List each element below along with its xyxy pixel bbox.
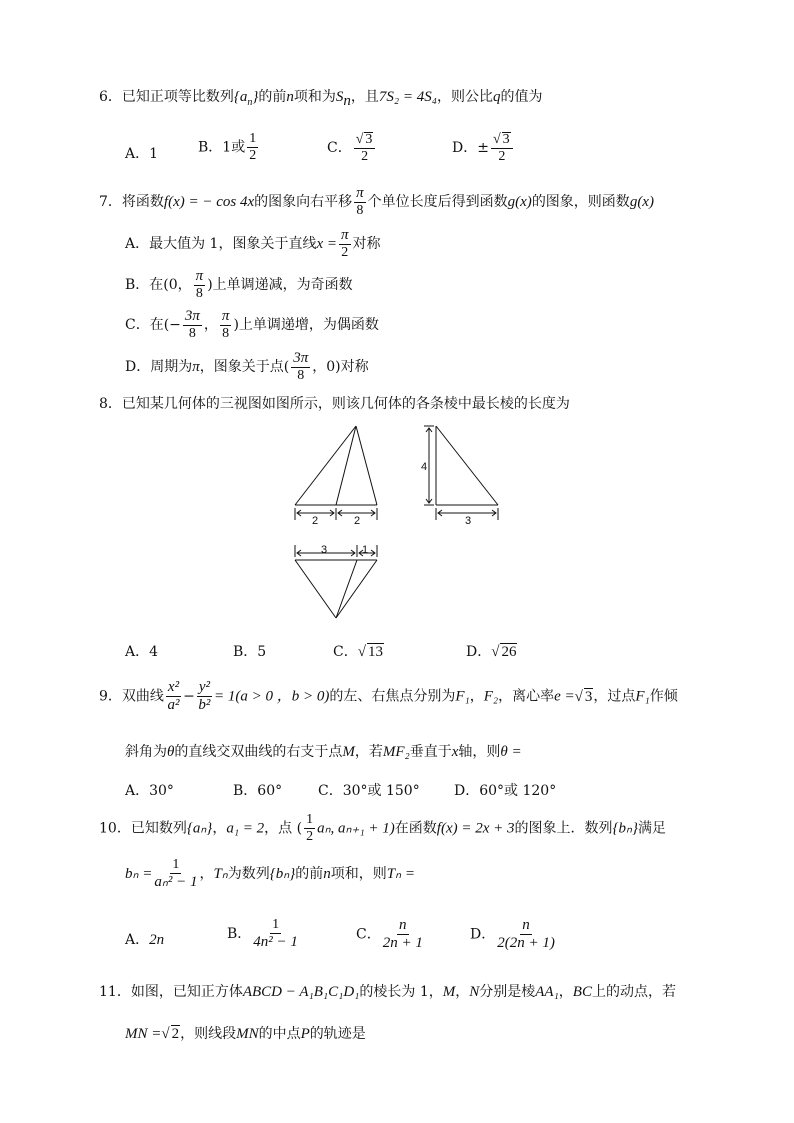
side-view	[424, 426, 498, 520]
q8-option-a[interactable]: A．4	[125, 644, 159, 660]
q10-option-a[interactable]: A．2n	[125, 932, 165, 948]
q10-option-b[interactable]: B． $\frac{1}{\text{4n² − 1}}$	[227, 917, 298, 950]
q7-option-b[interactable]: B．在(0， $\frac{\pi}{8}$ )上单调递减，为奇函数	[125, 268, 353, 301]
q6-option-a[interactable]: A．1	[125, 146, 159, 162]
q9-stem-line2: 斜角为θ的直线交双曲线的右支于点M，若MF₂垂直于x轴，则θ =	[125, 744, 522, 760]
q9-option-a[interactable]: A．30°	[125, 783, 174, 799]
q10-option-d[interactable]: D． $\frac{n}{2(2n + 1)}$	[470, 917, 555, 951]
q6-option-b[interactable]: B．1或 $\frac{1}{2}$	[198, 131, 257, 163]
q11-stem-line1: 11．如图，已知正方体ABCD − A₁B₁C₁D₁的棱长为 1，M，N分别是棱AA₁，BC上的动点，若	[99, 984, 676, 1000]
q8-option-b[interactable]: B．5	[233, 644, 267, 660]
q6-option-c[interactable]: C． $\frac{√ 3}{2}$	[327, 132, 377, 164]
q6-option-d[interactable]: D．± $\frac{√ 3}{2}$	[452, 132, 515, 164]
dim-front-left: 2	[312, 515, 319, 527]
q9-option-b[interactable]: B．60°	[233, 783, 283, 799]
q7-option-a[interactable]: A．最大值为 1，图象关于直线x = $\frac{\pi}{2}$ 对称	[125, 227, 381, 260]
q10-stem-line2: bₙ = $\frac{1}{\text{aₙ² − 1}}$ ，Tₙ为数列{bₙ}的前n项和，则Tₙ =	[125, 857, 415, 890]
q8-option-d[interactable]: D．√ 26	[466, 644, 517, 660]
q10-option-c[interactable]: C． $\frac{n}{2n + 1}$	[356, 917, 423, 951]
dim-top-left: 3	[321, 544, 328, 556]
q9-stem-line1: 9．双曲线 $\frac{\text{x²}}{\text{a²}}$ − $\frac{\text{y²}}{\text{b²}}$ = 1(a > 0 ，b > 0)的左、右焦点分别为F₁，F₂，离心率e =√ 3，过点F₁作倾	[99, 679, 678, 713]
q7-option-c[interactable]: C．在(− $\frac{3\pi}{8}$ ， $\frac{\pi}{8}$ )上单调递增，为偶函数	[125, 308, 379, 341]
q7-stem: 7．将函数f(x) = − cos 4x的图象向右平移 $\frac{\pi}{8}$ 个单位长度后得到函数g(x)的图象，则函数g(x)	[99, 185, 654, 218]
q8-option-c[interactable]: C．√ 13	[333, 644, 383, 660]
q9-option-c[interactable]: C．30°或 150°	[318, 783, 420, 799]
q8-stem: 8．已知某几何体的三视图如图所示，则该几何体的各条棱中最长棱的长度为	[99, 396, 570, 412]
q11-stem-line2: MN =√ 2，则线段MN的中点P的轨迹是	[125, 1026, 366, 1042]
front-view	[295, 426, 377, 520]
dim-side-base: 3	[465, 515, 472, 527]
dim-side-height: 4	[421, 461, 428, 473]
dim-front-right: 2	[354, 515, 361, 527]
q9-option-d[interactable]: D．60°或 120°	[454, 783, 557, 799]
q7-option-d[interactable]: D．周期为π，图象关于点( $\frac{3\pi}{8}$ ，0)对称	[125, 350, 369, 383]
q6-stem: 6．已知正项等比数列$\{a_n\}$的前n项和为$S_n$，且7S₂ = 4S₄，则公比q的值为	[99, 89, 543, 109]
q10-stem-line1: 10．已知数列{aₙ}，a₁ = 2，点 ( $\frac{1}{2}$ aₙ, aₙ₊₁ + 1)在函数f(x) = 2x + 3的图象上．数列{bₙ}满足	[99, 812, 666, 844]
dim-top-right: 1	[362, 544, 369, 556]
